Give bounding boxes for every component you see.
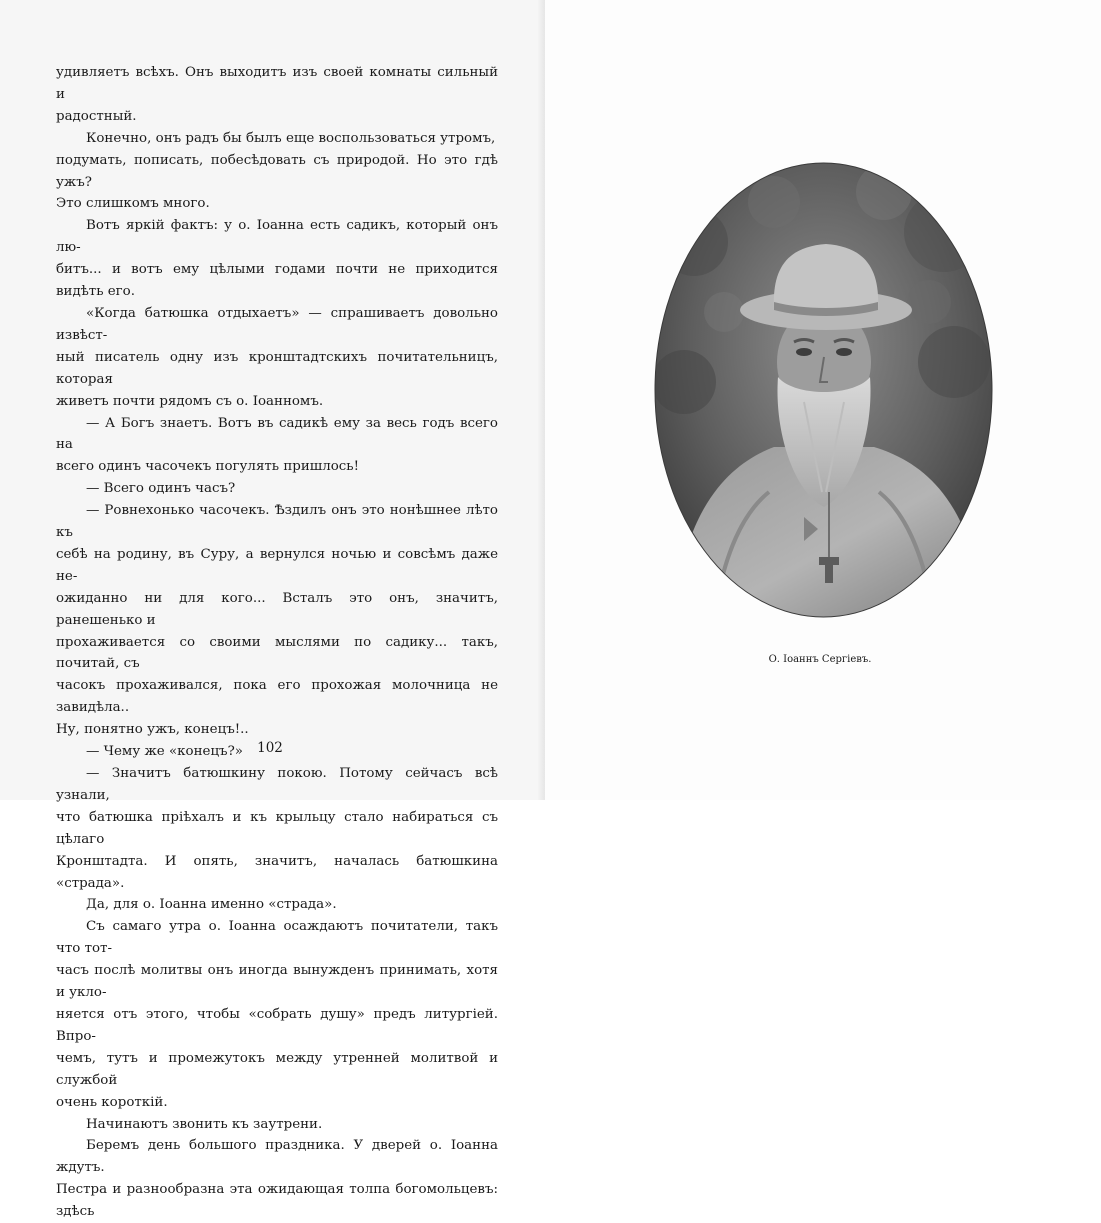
text-line: чемъ, тутъ и промежутокъ между утренней молитвой и службой <box>56 1050 498 1088</box>
text-line: Ну, понятно ужъ, конецъ!.. <box>56 722 249 738</box>
text-line: Кронштадта. И опять, значитъ, началась батюшкина «страда». <box>56 853 498 891</box>
text-line: ный писатель одну изъ кронштадтскихъ почитательницъ, которая <box>56 349 498 387</box>
portrait-photo <box>654 162 993 618</box>
text-line: Начинаютъ звонить къ заутрени. <box>86 1116 323 1132</box>
text-line: — А Богъ знаетъ. Вотъ въ садикѣ ему за весь годъ всего на <box>56 415 498 453</box>
text-line: — Ровнехонько часочекъ. Ѣздилъ онъ это нонѣшнее лѣто къ <box>56 503 498 541</box>
text-line: себѣ на родину, въ Суру, а вернулся ночью и совсѣмъ даже не- <box>56 546 498 584</box>
portrait-caption: О. Іоаннъ Сергіевъ. <box>768 654 872 665</box>
text-line: битъ... и вотъ ему цѣлыми годами почти не приходится видѣть его. <box>56 262 498 300</box>
text-line: живетъ почти рядомъ съ о. Іоанномъ. <box>56 393 324 409</box>
text-line: «Когда батюшка отдыхаетъ» — спрашиваетъ довольно извѣст- <box>56 305 498 343</box>
left-page <box>0 0 545 1220</box>
text-line: часъ послѣ молитвы онъ иногда вынужденъ принимать, хотя и укло- <box>56 963 498 1001</box>
text-line: всего одинъ часочекъ погулять пришлось! <box>56 459 359 475</box>
text-line: Беремъ день большого праздника. У дверей о. Іоанна ждутъ. <box>56 1138 498 1176</box>
text-line: Пестра и разнообразна эта ожидающая толпа богомольцевъ: здѣсь <box>56 1182 498 1220</box>
text-line: ожиданно ни для кого... Всталъ это онъ, значитъ, ранешенько и <box>56 590 498 628</box>
text-line: прохаживается со своими мыслями по садику... такъ, почитай, съ <box>56 634 498 672</box>
text-line: Это слишкомъ много. <box>56 196 210 212</box>
text-line: Конечно, онъ радъ бы былъ еще воспользоваться утромъ, <box>86 130 496 146</box>
text-line: радостный. <box>56 108 137 124</box>
page-number: 102 <box>257 740 283 756</box>
text-line: Вотъ яркій фактъ: у о. Іоанна есть садикъ, который онъ лю- <box>56 218 498 256</box>
text-line: удивляетъ всѣхъ. Онъ выходитъ изъ своей комнаты сильный и <box>56 65 498 102</box>
text-line: что батюшка пріѣхалъ и къ крыльцу стало набираться съ цѣлаго <box>56 809 498 847</box>
text-line: — Всего одинъ часъ? <box>86 481 236 497</box>
text-line: няется отъ этого, чтобы «собрать душу» предъ литургіей. Впро- <box>56 1006 498 1044</box>
right-page <box>545 0 1101 800</box>
text-line: Съ самаго утра о. Іоанна осаждаютъ почитатели, такъ что тот- <box>56 919 498 957</box>
body-text <box>56 62 498 1223</box>
text-line: Да, для о. Іоанна именно «страда». <box>86 897 337 913</box>
text-line: часокъ прохаживался, пока его прохожая молочница не завидѣла.. <box>56 678 498 716</box>
text-line: — Значитъ батюшкину покою. Потому сейчасъ всѣ узнали, <box>56 766 498 803</box>
text-line: — Чему же «конецъ?» <box>86 744 243 760</box>
text-line: подумать, пописать, побесѣдовать съ природой. Но это гдѣ ужъ? <box>56 152 498 190</box>
text-line: очень короткій. <box>56 1094 168 1110</box>
